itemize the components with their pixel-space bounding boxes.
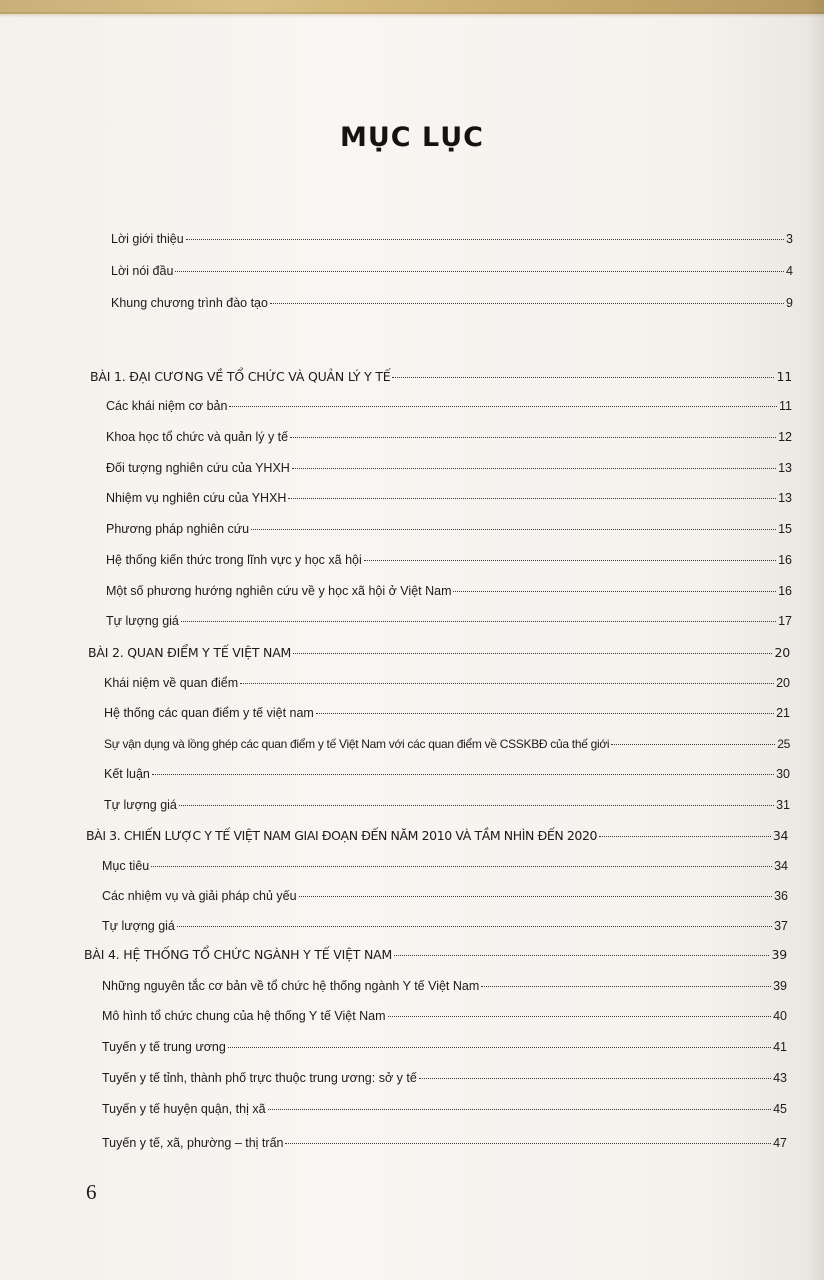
dot-leader — [599, 836, 771, 837]
dot-leader — [394, 955, 769, 956]
dot-leader — [290, 437, 776, 438]
toc-entry-page: 4 — [786, 264, 793, 278]
toc-entry-label: Một số phương hướng nghiên cứu về y học xã hội ở Việt Nam — [106, 584, 452, 598]
lesson-heading-page: 34 — [772, 828, 788, 843]
toc-entry[interactable] — [102, 919, 788, 933]
toc-entry[interactable] — [106, 522, 792, 536]
toc-entry[interactable] — [102, 1136, 787, 1150]
toc-entry[interactable] — [104, 676, 790, 690]
dot-leader — [151, 866, 772, 867]
lesson-heading-label: BÀI 1. ĐẠI CƯƠNG VỀ TỔ CHỨC VÀ QUẢN LÝ Y TẾ — [90, 369, 391, 384]
toc-entry-label: Hệ thống kiến thức trong lĩnh vực y học xã hội — [106, 553, 362, 567]
toc-entry-page: 11 — [779, 399, 792, 413]
dot-leader — [270, 303, 784, 304]
toc-entry[interactable] — [104, 706, 790, 720]
toc-entry-page: 43 — [773, 1071, 787, 1085]
dot-leader — [292, 468, 776, 469]
lesson-heading-page: 39 — [771, 947, 787, 962]
toc-entry-label: Phương pháp nghiên cứu — [106, 522, 250, 536]
toc-entry-page: 47 — [773, 1136, 787, 1150]
dot-leader — [453, 591, 776, 592]
toc-entry-label: Các khái niệm cơ bản — [106, 399, 228, 413]
dot-leader — [175, 271, 784, 272]
dot-leader — [251, 529, 776, 530]
toc-entry-page: 30 — [776, 767, 790, 781]
toc-entry-label: Những nguyên tắc cơ bản về tổ chức hệ thống ngành Y tế Việt Nam — [102, 979, 480, 993]
dot-leader — [388, 1016, 772, 1017]
dot-leader — [177, 926, 772, 927]
toc-entry-page: 36 — [774, 889, 788, 903]
toc-entry-page: 45 — [773, 1102, 787, 1116]
toc-entry-label: Tuyến y tế, xã, phường – thị trấn — [102, 1136, 284, 1150]
toc-entry-page: 20 — [776, 676, 790, 690]
lesson-heading-label: BÀI 4. HỆ THỐNG TỔ CHỨC NGÀNH Y TẾ VIỆT NAM — [84, 947, 393, 962]
toc-entry-page: 16 — [778, 584, 792, 598]
toc-entry-page: 15 — [778, 522, 792, 536]
toc-entry[interactable] — [104, 737, 790, 751]
dot-leader — [285, 1143, 771, 1144]
dot-leader — [152, 774, 774, 775]
toc-entry-label: Tuyến y tế trung ương — [102, 1040, 226, 1054]
dot-leader — [179, 805, 774, 806]
toc-entry[interactable] — [106, 430, 792, 444]
toc-entry[interactable] — [106, 584, 792, 598]
lesson-heading-page: 20 — [774, 645, 790, 660]
toc-entry[interactable] — [106, 491, 792, 505]
dot-leader — [392, 377, 774, 378]
toc-lesson-4-heading[interactable] — [84, 947, 787, 962]
toc-entry-front-1[interactable] — [111, 232, 793, 246]
toc-entry[interactable] — [102, 1071, 787, 1085]
toc-entry-page: 31 — [776, 798, 790, 812]
toc-entry-page: 21 — [776, 706, 790, 720]
toc-entry[interactable] — [106, 399, 792, 413]
toc-entry-label: Đối tượng nghiên cứu của YHXH — [106, 461, 290, 475]
toc-entry-page: 9 — [786, 296, 793, 310]
toc-entry-label: Mục tiêu — [102, 859, 150, 873]
toc-lesson-2-heading[interactable] — [88, 645, 790, 660]
toc-entry-label: Các nhiệm vụ và giải pháp chủ yếu — [102, 889, 297, 903]
toc-entry-page: 25 — [777, 737, 790, 751]
toc-entry[interactable] — [102, 979, 787, 993]
toc-entry-label: Khung chương trình đào tạo — [111, 296, 268, 310]
dot-leader — [364, 560, 776, 561]
toc-entry[interactable] — [102, 1102, 787, 1116]
dot-leader — [229, 406, 777, 407]
toc-entry-front-3[interactable] — [111, 296, 793, 310]
dot-leader — [186, 239, 784, 240]
dot-leader — [611, 744, 775, 745]
toc-entry-page: 34 — [774, 859, 788, 873]
toc-entry-page: 12 — [778, 430, 792, 444]
toc-entry-page: 39 — [773, 979, 787, 993]
lesson-heading-page: 11 — [776, 369, 792, 384]
toc-entry[interactable] — [106, 461, 792, 475]
page-edge-shadow — [806, 0, 824, 1280]
toc-entry-page: 40 — [773, 1009, 787, 1023]
toc-entry-page: 16 — [778, 553, 792, 567]
toc-entry-label: Tự lượng giá — [104, 798, 177, 812]
toc-entry[interactable] — [102, 889, 788, 903]
toc-entry[interactable] — [104, 798, 790, 812]
dot-leader — [481, 986, 771, 987]
dot-leader — [288, 498, 776, 499]
toc-entry-label: Khái niệm về quan điểm — [104, 676, 239, 690]
toc-entry-label: Nhiệm vụ nghiên cứu của YHXH — [106, 491, 287, 505]
dot-leader — [293, 653, 772, 654]
toc-entry-page: 13 — [778, 491, 792, 505]
toc-entry-label: Tự lượng giá — [102, 919, 175, 933]
toc-entry[interactable] — [106, 553, 792, 567]
page-title: MỤC LỤC — [340, 122, 484, 153]
toc-entry-label: Mô hình tổ chức chung của hệ thống Y tế Việt Nam — [102, 1009, 386, 1023]
toc-entry[interactable] — [106, 614, 792, 628]
toc-entry[interactable] — [104, 767, 790, 781]
dot-leader — [419, 1078, 771, 1079]
dot-leader — [299, 896, 773, 897]
toc-lesson-3-heading[interactable] — [86, 828, 788, 843]
dot-leader — [240, 683, 774, 684]
toc-entry[interactable] — [102, 1009, 787, 1023]
dot-leader — [181, 621, 776, 622]
toc-entry-page: 13 — [778, 461, 792, 475]
toc-entry-label: Lời nói đầu — [111, 264, 174, 278]
lesson-heading-label: BÀI 3. CHIẾN LƯỢC Y TẾ VIỆT NAM GIAI ĐOẠN ĐẾN NĂM 2010 VÀ TẦM NHÌN ĐẾN 2020 — [86, 828, 598, 843]
toc-entry-label: Kết luận — [104, 767, 150, 781]
dot-leader — [228, 1047, 771, 1048]
toc-entry-label: Sự vận dụng và lồng ghép các quan điểm y tế Việt Nam với các quan điểm về CSSKBĐ của thế giới — [104, 737, 610, 751]
toc-entry-label: Khoa học tổ chức và quản lý y tế — [106, 430, 289, 444]
lesson-heading-label: BÀI 2. QUAN ĐIỂM Y TẾ VIỆT NAM — [88, 645, 292, 660]
toc-entry-page: 3 — [786, 232, 793, 246]
toc-entry-label: Tự lượng giá — [106, 614, 179, 628]
dot-leader — [316, 713, 774, 714]
toc-entry-label: Tuyến y tế tỉnh, thành phố trực thuộc trung ương: sở y tế — [102, 1071, 417, 1085]
toc-entry[interactable] — [102, 859, 788, 873]
page-number: 6 — [86, 1180, 97, 1204]
toc-entry-page: 37 — [774, 919, 788, 933]
toc-entry-label: Lời giới thiệu — [111, 232, 184, 246]
toc-entry-page: 41 — [773, 1040, 787, 1054]
toc-entry-label: Hệ thống các quan điểm y tế việt nam — [104, 706, 314, 720]
toc-entry[interactable] — [102, 1040, 787, 1054]
toc-entry-label: Tuyến y tế huyện quận, thị xã — [102, 1102, 266, 1116]
toc-entry-front-2[interactable] — [111, 264, 793, 278]
page-top-edge — [0, 0, 824, 14]
toc-entry-page: 17 — [778, 614, 792, 628]
dot-leader — [268, 1109, 772, 1110]
toc-lesson-1-heading[interactable] — [90, 369, 792, 384]
